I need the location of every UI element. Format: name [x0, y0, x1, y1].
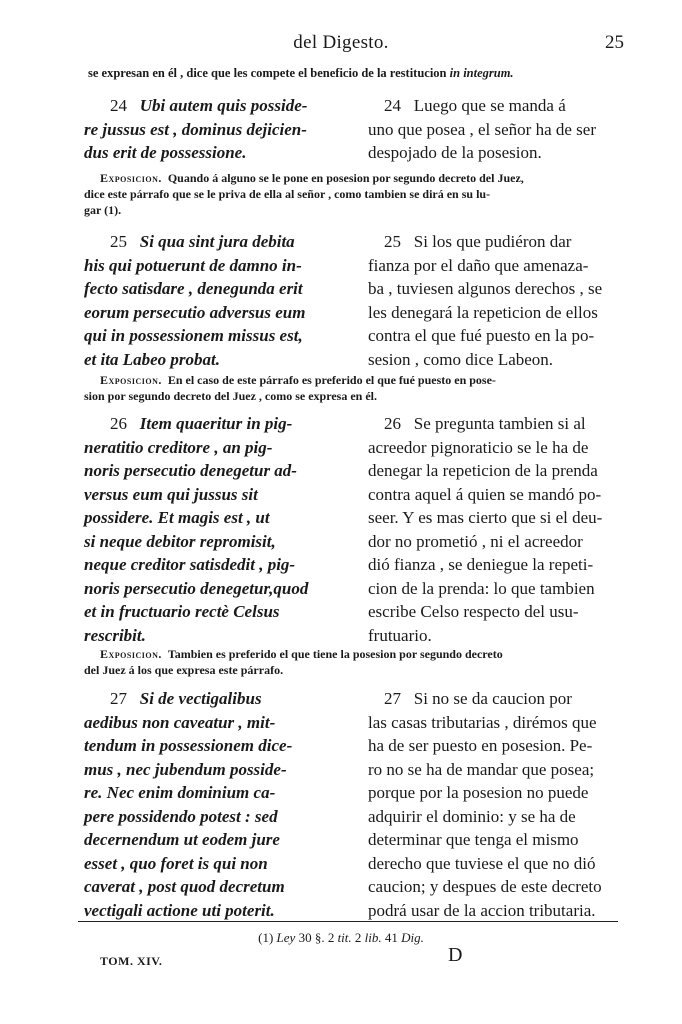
spanish-line: fianza por el daño que amenaza- [368, 255, 589, 275]
latin-line: mus , nec jubendum posside- [84, 759, 287, 779]
latin-line [84, 230, 352, 254]
exposicion-line-text: Tambien es preferido el que tiene la posesion por segundo decreto [167, 647, 503, 661]
footnote-marker: (1) [258, 930, 274, 945]
spanish-line [368, 230, 630, 254]
latin-line: neque creditor satisdedit , pig- [84, 555, 296, 574]
latin-line: re. Nec enim dominium ca- [84, 783, 276, 802]
latin-line [84, 412, 352, 436]
spanish-line-text: Se pregunta tambien si al [413, 414, 586, 433]
running-title: del Digesto. [293, 32, 389, 53]
footnote-lib: lib. [364, 930, 382, 945]
latin-line: si neque debitor repromisit, [84, 531, 276, 551]
spanish-line: derecho que tuviese el que no dió [368, 853, 596, 873]
latin-line: fecto satisdare , denegunda erit [84, 279, 303, 298]
spanish-line: seer. Y es mas cierto que si el deu- [368, 508, 603, 527]
exposicion-line [84, 646, 624, 662]
spanish-text-26 [368, 412, 630, 647]
latin-line: dus erit de possessione. [84, 143, 247, 162]
latin-line: aedibus non caveatur , mit- [84, 712, 276, 732]
carry-over-italic: in integrum. [449, 66, 514, 80]
spanish-line: despojado de la posesion. [368, 143, 542, 162]
latin-number: 26 [110, 414, 127, 433]
spanish-number: 24 [384, 96, 401, 115]
exposicion-line: dice este párrafo que se le priva de ella al señor , como tambien se dirá en su lu- [84, 187, 491, 201]
latin-line-text: Ubi autem quis posside- [139, 96, 308, 115]
latin-text-24 [84, 94, 352, 165]
spanish-line [368, 94, 630, 118]
exposicion-25 [84, 372, 624, 404]
latin-line: pere possidendo potest : sed [84, 806, 278, 826]
spanish-line: porque por la posesion no puede [368, 783, 589, 802]
latin-line-text: Item quaeritur in pig- [139, 414, 293, 433]
carry-over-line [88, 66, 608, 81]
footnote-tit-number: 2 [354, 930, 362, 945]
footnote-ley: Ley [276, 930, 296, 945]
spanish-text-25 [368, 230, 630, 371]
spanish-number: 27 [384, 689, 401, 708]
spanish-line: podrá usar de la accion tributaria. [368, 900, 596, 920]
latin-line: vectigali actione uti poterit. [84, 900, 275, 920]
latin-line: neratitio creditore , an pig- [84, 437, 273, 457]
spanish-line: sesion , como dice Labeon. [368, 349, 554, 369]
volume-label: TOM. XIV. [100, 954, 163, 968]
exposicion-26 [84, 646, 624, 678]
signature-mark: D [448, 944, 463, 966]
page-number: 25 [605, 32, 624, 53]
footnote-lib-number: 41 [384, 930, 398, 945]
latin-number: 27 [110, 689, 127, 708]
spanish-text-27 [368, 687, 630, 922]
latin-line: esset , quo foret is qui non [84, 853, 268, 873]
spanish-line: contra aquel á quien se mandó po- [368, 484, 602, 504]
spanish-line: escribe Celso respecto del usu- [368, 602, 579, 621]
latin-line: decernendum ut eodem jure [84, 830, 280, 849]
spanish-line [368, 687, 630, 711]
latin-line: his qui potuerunt de damno in- [84, 255, 302, 275]
footnote-dig: Dig. [401, 930, 424, 945]
spanish-line: acreedor pignoraticio se le ha de [368, 437, 589, 457]
spanish-line: les denegará la repeticion de ellos [368, 302, 598, 322]
footnote-tit: tit. [337, 930, 352, 945]
latin-line-text: Si qua sint jura debita [139, 232, 295, 251]
spanish-text-24 [368, 94, 630, 165]
spanish-line: ba , tuviesen algunos derechos , se [368, 279, 603, 298]
latin-line: eorum persecutio adversus eum [84, 302, 306, 322]
spanish-line: contra el que fué puesto en la po- [368, 326, 595, 345]
exposicion-line [84, 372, 624, 388]
exposicion-line-text: En el caso de este párrafo es preferido el que fué puesto en pose- [167, 373, 496, 387]
latin-line [84, 687, 352, 711]
latin-line: tendum in possessionem dice- [84, 736, 293, 755]
spanish-line: denegar la repeticion de la prenda [368, 461, 598, 480]
spanish-line: frutuario. [368, 625, 432, 645]
footnote-rule [78, 921, 618, 922]
spanish-number: 25 [384, 232, 401, 251]
latin-text-25 [84, 230, 352, 371]
exposicion-line: gar (1). [84, 203, 122, 217]
latin-number: 24 [110, 96, 127, 115]
footnote [0, 930, 682, 946]
latin-line [84, 94, 352, 118]
latin-text-26 [84, 412, 352, 647]
spanish-line: las casas tributarias , dirémos que [368, 712, 597, 732]
spanish-line: dió fianza , se deniegue la repeti- [368, 555, 594, 574]
spanish-line: caucion; y despues de este decreto [368, 877, 602, 896]
spanish-number: 26 [384, 414, 401, 433]
spanish-line-text: Luego que se manda á [413, 96, 566, 115]
exposicion-line [84, 170, 624, 186]
spanish-line-text: Si los que pudiéron dar [413, 232, 572, 251]
spanish-line: ro no se ha de mandar que posea; [368, 759, 595, 779]
exposicion-heading: Exposicion. [100, 647, 162, 661]
exposicion-heading: Exposicion. [100, 373, 162, 387]
exposicion-line-text: Quando á alguno se le pone en posesion por segundo decreto del Juez, [167, 171, 524, 185]
latin-line: re jussus est , dominus dejicien- [84, 119, 307, 139]
latin-line: caverat , post quod decretum [84, 877, 285, 896]
spanish-line [368, 412, 630, 436]
latin-text-27 [84, 687, 352, 922]
spanish-line-text: Si no se da caucion por [413, 689, 572, 708]
footnote-law-number: 30 §. 2 [298, 930, 335, 945]
spanish-line: cion de la prenda: lo que tambien [368, 578, 595, 598]
spanish-line: dor no prometió , ni el acreedor [368, 531, 583, 551]
latin-line: noris persecutio denegetur,quod [84, 578, 309, 598]
spanish-line: determinar que tenga el mismo [368, 830, 579, 849]
latin-line: et in fructuario rectè Celsus [84, 602, 280, 621]
spanish-line: ha de ser puesto en posesion. Pe- [368, 736, 593, 755]
latin-line: possidere. Et magis est , ut [84, 508, 270, 527]
latin-line-text: Si de vectigalibus [139, 689, 262, 708]
latin-line: versus eum qui jussus sit [84, 484, 258, 504]
spanish-line: adquirir el dominio: y se ha de [368, 806, 576, 826]
exposicion-24 [84, 170, 624, 218]
spanish-line: uno que posea , el señor ha de ser [368, 119, 597, 139]
carry-over-text: se expresan en él , dice que les compete el beneficio de la restitucion [88, 66, 447, 80]
exposicion-line: sion por segundo decreto del Juez , como se expresa en él. [84, 389, 377, 403]
latin-line: qui in possessionem missus est, [84, 326, 303, 345]
latin-line: rescribit. [84, 625, 146, 645]
latin-number: 25 [110, 232, 127, 251]
exposicion-line: del Juez á los que expresa este párrafo. [84, 663, 284, 677]
latin-line: et ita Labeo probat. [84, 349, 220, 369]
latin-line: noris persecutio denegetur ad- [84, 461, 297, 480]
exposicion-heading: Exposicion. [100, 171, 162, 185]
